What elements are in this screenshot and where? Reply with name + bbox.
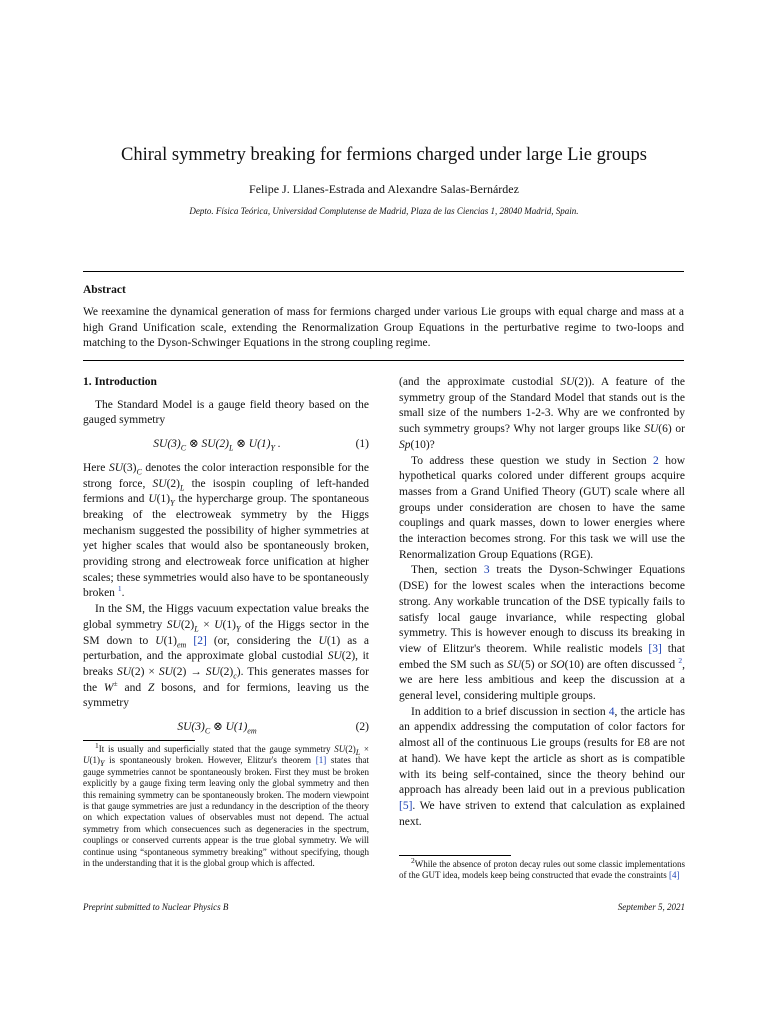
left-column bbox=[83, 375, 369, 744]
footer-left: Preprint submitted to Nuclear Physics B bbox=[83, 902, 229, 912]
paragraph-2: Here $SU(3)_C$ denotes the color interaction responsible for the strong force, $SU(2)_L$ the isospin coupling of left-handed fermions and $U(1)_Y$ the hypercharge group. The spontaneous breaking of the electroweak symmetry by the Higgs mechanism suggested the possibility of higher symmetries at yet higher scales that would also be spontaneously broken, providing strong and electroweak force unification at higher scales; these symmetries would also have to be spontaneously broken $^1$. bbox=[83, 461, 370, 600]
equation-number: (2) bbox=[355, 721, 369, 734]
paragraph-3: In the SM, the Higgs vacuum expectation value breaks the global symmetry $SU(2)_L \times U(1)_Y$ of the Higgs sector in the SM down to $U(1)_{em}$ [2] (or, considering the U(1) as a perturbation, and the approximate global custodial SU(2), it breaks $SU(2) \times SU(2) \to SU(2)_c$). This generates masses for the W± and Z bosons, and for fermions, leaving us the symmetry bbox=[83, 603, 370, 710]
section-heading: 1. Introduction bbox=[83, 376, 157, 388]
top-rule bbox=[83, 271, 684, 272]
abstract-text: We reexamine the dynamical generation of mass for fermions charged under various Lie groups with equal charge and mass at a high Grand Unification scale, extending the Renormalization Group Equations in the perturbative regime to two-loops and matching to the Dyson-Schwinger Equations in the strong coupling regime. bbox=[83, 306, 684, 349]
paragraph-6: Then, section 3 treats the Dyson-Schwinger Equations (DSE) for the lowest scales when the interactions become strong. Any workable truncation of the DSE typically fails to satisfy local gauge invariance, while respecting global symmetry. This is however enough to discuss its breaking in view of Elitzur's theorem. While realistic models [3] that embed the SM such as SU(5) or SO(10) are often discussed $^2$, we are here less ambitious and keep the discussion at a general level, considering multiple groups. bbox=[399, 564, 686, 703]
affiliation: Depto. Física Teórica, Universidad Complutense de Madrid, Plaza de las Ciencias 1, 28040 Madrid, Spain. bbox=[189, 206, 579, 216]
paragraph-7: In addition to a brief discussion in section 4, the article has an appendix addressing the computation of color factors for almost all of the continuous Lie groups (results for E8 are not at hand). We have kept the article as short as is compatible with its being self-contained, since the theory behind our approach has already been laid out in a previous publication [5]. We have striven to extend that calculation as explained next. bbox=[399, 705, 686, 828]
footnote-2: $^2$While the absence of proton decay rules out some classic implementations of the GUT idea, models keep being constructed that evade the constraints [4] bbox=[399, 856, 685, 881]
paper-title: Chiral symmetry breaking for fermions charged under large Lie groups bbox=[121, 145, 647, 165]
abstract-heading: Abstract bbox=[83, 284, 126, 296]
authors: Felipe J. Llanes-Estrada and Alexandre Salas-Bernárdez bbox=[249, 182, 519, 196]
right-column bbox=[399, 375, 685, 830]
footnote-rule bbox=[399, 855, 511, 856]
equation-number: (1) bbox=[355, 438, 369, 451]
footnote-rule bbox=[83, 740, 195, 741]
equation-2: $SU(3)_C$ ⊗ $U(1)_{em}$ (2) bbox=[177, 721, 369, 736]
paragraph-4: (and the approximate custodial SU(2)). A feature of the symmetry group of the Standard Model that stands out is the small size of the numbers 1-2-3. Why are we confronted by such symmetry groups? Why not larger groups like SU(6) or Sp(10)? bbox=[399, 376, 685, 451]
paragraph-1: The Standard Model is a gauge field theory based on the gauged symmetry bbox=[83, 398, 369, 427]
footer-right: September 5, 2021 bbox=[617, 902, 685, 912]
bottom-rule bbox=[83, 360, 684, 361]
paragraph-5: To address these question we study in Section 2 how hypothetical quarks colored under different groups acquire masses from a Grand Unified Theory (GUT) scale where all groups under consideration are chosen to have the same couplings and quark masses, down to lower energies where the interaction becomes strong. For this task we will use the Renormalization Group Equations (RGE). bbox=[399, 454, 686, 561]
footnote-1: $^1$It is usually and superficially stated that the gauge symmetry $SU(2)_L \times U(1)_Y$ is spontaneously broken. However, Elitzur's theorem [1] states that gauge symmetries cannot be spontaneously broken. First they must be broken explicitly by a gauge fixing term leaving only the global symmetry and then this remaining symmetry can be spontaneously broken. The modern viewpoint is that gauge symmetries are just a redundancy in the description of the theory on which expectation values of observables must not depend. The actual symmetry from which consecuences such as degeneracies in the spectrum, couplings or conserved currents appear is the true global symmetry. We will continue using “spontaneous symmetry breaking” without specifying, though in the understanding that it is the global group which is affected. bbox=[83, 741, 370, 869]
equation-1: $SU(3)_C$ ⊗ $SU(2)_L$ ⊗ $U(1)_Y$ . (1) bbox=[153, 438, 369, 453]
